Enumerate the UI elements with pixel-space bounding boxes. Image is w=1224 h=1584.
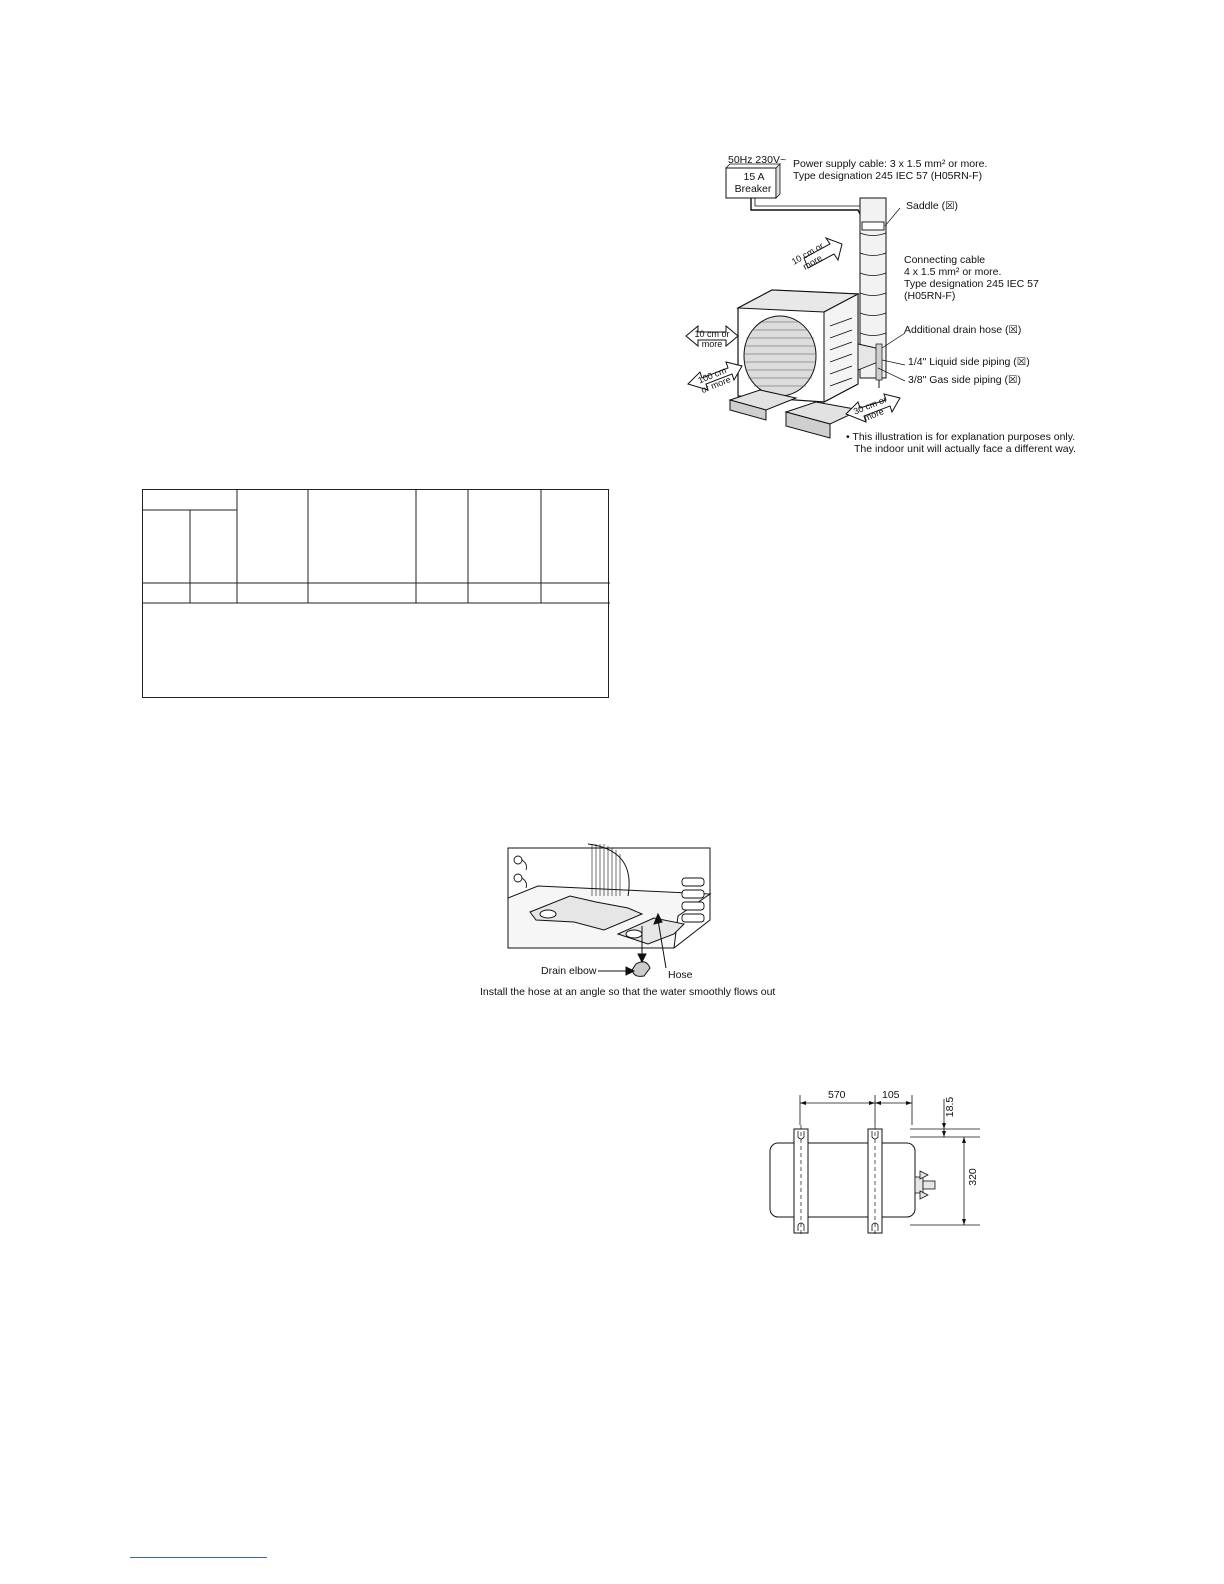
drain-caption: Install the hose at an angle so that the water smoothly flows out xyxy=(480,986,776,998)
power-cable-type: Type designation 245 IEC 57 (H05RN-F) xyxy=(793,170,983,182)
clearance-left-label: 10 cm or more xyxy=(694,329,730,349)
clearance-bottom-label: 100 cm or more xyxy=(696,365,733,396)
drain-figure xyxy=(478,838,808,1008)
clearance-right-label: 30 cm or more xyxy=(852,394,889,424)
clearance-top-label: 10 cm or more xyxy=(789,240,826,272)
dimension-320: 320 xyxy=(966,1168,979,1186)
illustration-note-2: The indoor unit will actually face a different way. xyxy=(854,443,1076,455)
installation-figure xyxy=(680,148,1080,463)
connecting-cable-code: (H05RN-F) xyxy=(904,290,956,302)
drain-elbow-illustration xyxy=(478,838,808,1008)
gas-piping-label: 3/8" Gas side piping (☒) xyxy=(908,374,1021,386)
hose-label: Hose xyxy=(668,969,693,981)
power-source-label: 50Hz 230V~ xyxy=(728,154,787,166)
connecting-cable-type: Type designation 245 IEC 57 xyxy=(904,278,1039,290)
specification-table xyxy=(142,489,609,698)
connecting-cable-label: Connecting cable xyxy=(904,254,986,266)
dimension-18-5: 18.5 xyxy=(944,1096,957,1118)
illustration-note-1: • This illustration is for explanation purposes only. xyxy=(846,431,1076,443)
footer-link-underline xyxy=(130,1557,267,1558)
table-grid xyxy=(143,490,610,699)
breaker-label-text: Breaker xyxy=(734,183,772,195)
dimension-570: 570 xyxy=(828,1089,846,1101)
dimension-105: 105 xyxy=(882,1089,900,1101)
power-cable-spec: Power supply cable: 3 x 1.5 mm² or more. xyxy=(793,158,988,170)
liquid-piping-label: 1/4" Liquid side piping (☒) xyxy=(908,356,1030,368)
breaker-label-amps: 15 A xyxy=(743,171,765,183)
drain-elbow-label: Drain elbow xyxy=(541,965,597,977)
connecting-cable-spec: 4 x 1.5 mm² or more. xyxy=(904,266,1002,278)
mounting-dimension-figure xyxy=(760,1085,990,1245)
saddle-label: Saddle (☒) xyxy=(906,200,959,212)
drain-hose-label: Additional drain hose (☒) xyxy=(904,324,1022,336)
